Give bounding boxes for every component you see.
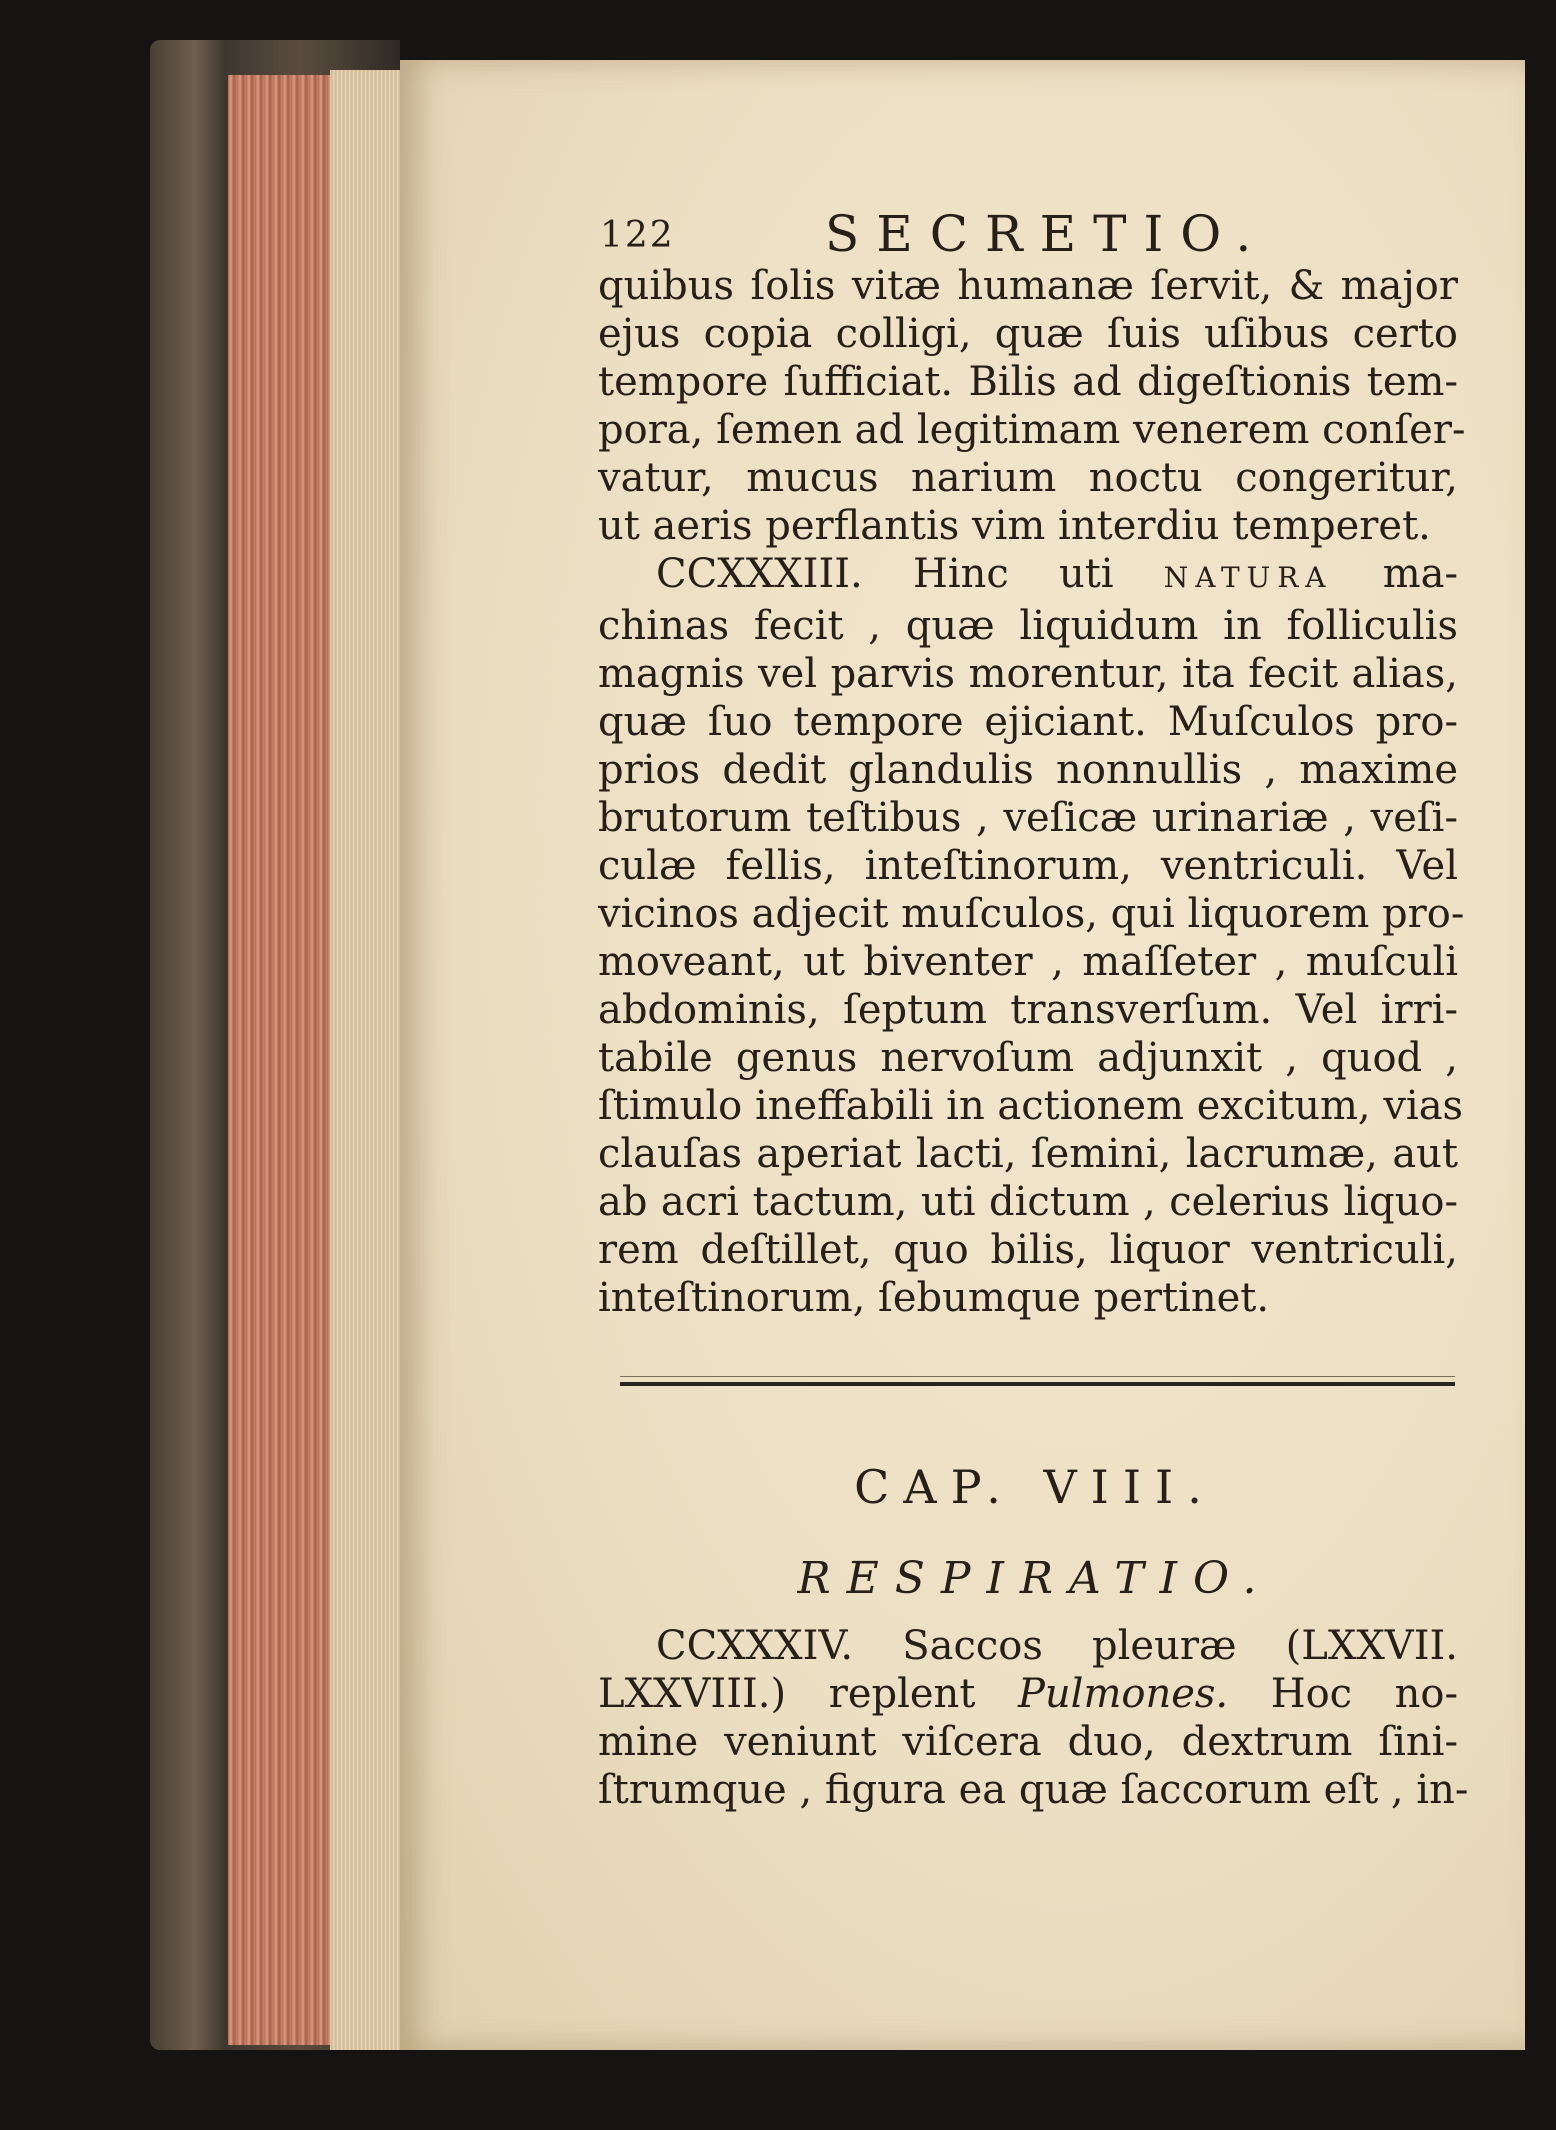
italic-term: Pulmones. [1017, 1671, 1229, 1717]
paragraph-2 [598, 550, 1465, 1322]
paragraph-first-line [598, 1622, 1458, 1670]
text-line [598, 1670, 1458, 1718]
text-line: prios dedit glandulis nonnullis , maxime [598, 747, 1458, 793]
page-number: 122 [600, 215, 675, 256]
paragraph-number: CCXXXIII. [656, 551, 863, 597]
section-rule-thin [620, 1376, 1455, 1377]
text-line: ejus copia colligi, quæ ſuis uſibus certo [598, 311, 1458, 357]
paragraph-1 [598, 262, 1466, 550]
section-rule [620, 1382, 1455, 1386]
text-line: rem deſtillet, quo bilis, liquor ventriculi, [598, 1227, 1458, 1273]
text-line: ſtimulo ineffabili in actionem excitum, vias [598, 1083, 1464, 1129]
text-line: tempore ſufficiat. Bilis ad digeſtionis tem- [598, 359, 1458, 405]
text-line: clauſas aperiat lacti, ſemini, lacrumæ, aut [598, 1131, 1458, 1177]
text-line: inteſtinorum, ſebumque pertinet. [598, 1275, 1270, 1321]
text-line: ſtrumque , figura ea quæ ſaccorum eſt , in- [598, 1767, 1469, 1813]
text-span: Hinc uti [912, 551, 1114, 597]
text-line: abdominis, ſeptum transverſum. Vel irri- [598, 987, 1458, 1033]
text-line: pora, ſemen ad legitimam venerem conſer- [598, 407, 1466, 453]
smallcaps-word: NATURA [1163, 561, 1333, 594]
text-line: moveant, ut biventer , maſſeter , muſculi [598, 939, 1458, 985]
paragraph-3 [598, 1622, 1469, 1814]
section-title: RESPIRATIO. [797, 1553, 1273, 1604]
text-line: ut aeris perflantis vim interdiu temperet. [598, 503, 1431, 549]
text-line: mine veniunt viſcera duo, dextrum ſini- [598, 1719, 1458, 1765]
page-header [600, 205, 1500, 265]
text-line: quæ ſuo tempore ejiciant. Muſculos pro- [598, 699, 1458, 745]
text-line: vicinos adjecit muſculos, qui liquorem pro- [598, 891, 1465, 937]
page-edges-inner [330, 70, 410, 2050]
text-line: culæ fellis, inteſtinorum, ventriculi. Vel [598, 843, 1458, 889]
text-line: chinas fecit , quæ liquidum in folliculis [598, 603, 1458, 649]
text-span: LXXVIII.) replent [598, 1671, 976, 1717]
paragraph-number: CCXXXIV. [656, 1623, 854, 1669]
text-line: vatur, mucus narium noctu congeritur, [598, 455, 1458, 501]
text-span: Saccos pleuræ (LXXVII. [902, 1623, 1459, 1669]
text-line: quibus ſolis vitæ humanæ ſervit, & major [598, 263, 1458, 309]
text-line: brutorum teſtibus , veſicæ urinariæ , veſi- [598, 795, 1458, 841]
text-line: tabile genus nervoſum adjunxit , quod , [598, 1035, 1458, 1081]
text-span: ma- [1382, 551, 1458, 597]
paragraph-first-line [598, 550, 1458, 602]
chapter-heading: CAP. VIII. [854, 1460, 1216, 1514]
text-span: Hoc no- [1270, 1671, 1458, 1717]
running-title: SECRETIO. [825, 205, 1269, 263]
text-line: magnis vel parvis morentur, ita fecit alias, [598, 651, 1458, 697]
text-line: ab acri tactum, uti dictum , celerius liquo- [598, 1179, 1458, 1225]
